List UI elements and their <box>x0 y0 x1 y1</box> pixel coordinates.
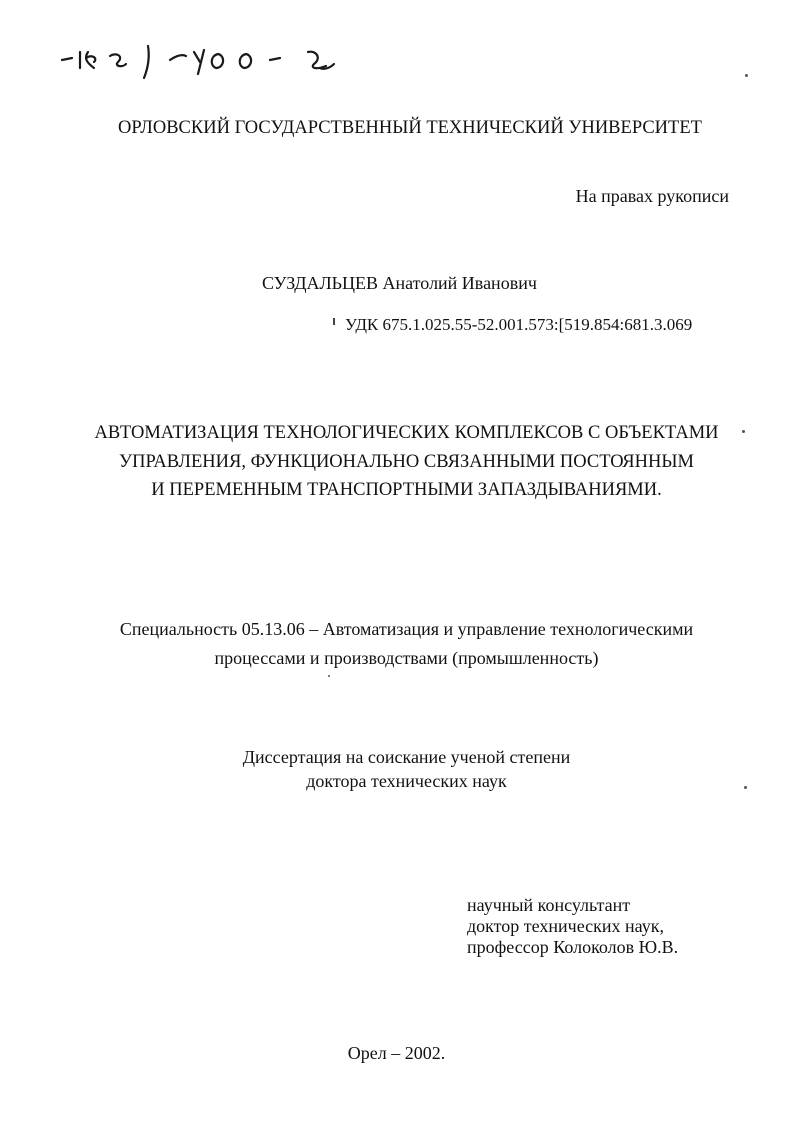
scan-speck <box>328 675 330 677</box>
author-given-names: Анатолий Иванович <box>382 273 537 293</box>
title-line-2: УПРАВЛЕНИЯ, ФУНКЦИОНАЛЬНО СВЯЗАННЫМИ ПОСТОЯННЫМ <box>119 451 694 472</box>
title-line-1: АВТОМАТИЗАЦИЯ ТЕХНОЛОГИЧЕСКИХ КОМПЛЕКСОВ С ОБЪЕКТАМИ <box>94 423 719 443</box>
university-name: ОРЛОВСКИЙ ГОСУДАРСТВЕННЫЙ ТЕХНИЧЕСКИЙ УНИВЕРСИТЕТ <box>118 118 702 138</box>
title-line-3: И ПЕРЕМЕННЫМ ТРАНСПОРТНЫМИ ЗАПАЗДЫВАНИЯМИ. <box>151 480 662 500</box>
handwritten-archive-mark <box>58 38 358 88</box>
specialty-line-2: процессами и производствами (промышленность) <box>214 648 599 668</box>
consultant-line-2: доктор технических наук, <box>467 916 664 936</box>
udk-code: УДК 675.1.025.55-52.001.573:[519.854:681.3.069 <box>345 315 693 334</box>
scientific-consultant <box>467 895 678 958</box>
degree-line-2: доктора технических наук <box>306 771 507 791</box>
degree-statement <box>160 745 653 793</box>
dissertation-title <box>60 419 753 505</box>
rights-note: На правах рукописи <box>575 186 729 206</box>
author-name <box>262 272 537 294</box>
author-surname: СУЗДАЛЬЦЕВ <box>262 273 379 293</box>
degree-line-1: Диссертация на соискание ученой степени <box>242 747 571 767</box>
scan-speck <box>742 430 745 433</box>
specialty-line-1: Специальность 05.13.06 – Автоматизация и управление технологическими <box>119 619 694 639</box>
consultant-line-1: научный консультант <box>467 895 631 915</box>
city-year: Орел – 2002. <box>347 1043 446 1063</box>
scan-speck <box>745 74 748 77</box>
specialty <box>60 615 753 673</box>
udk-tick-mark <box>333 318 335 325</box>
consultant-line-3: профессор Колоколов Ю.В. <box>467 937 679 957</box>
scan-speck <box>744 786 747 789</box>
